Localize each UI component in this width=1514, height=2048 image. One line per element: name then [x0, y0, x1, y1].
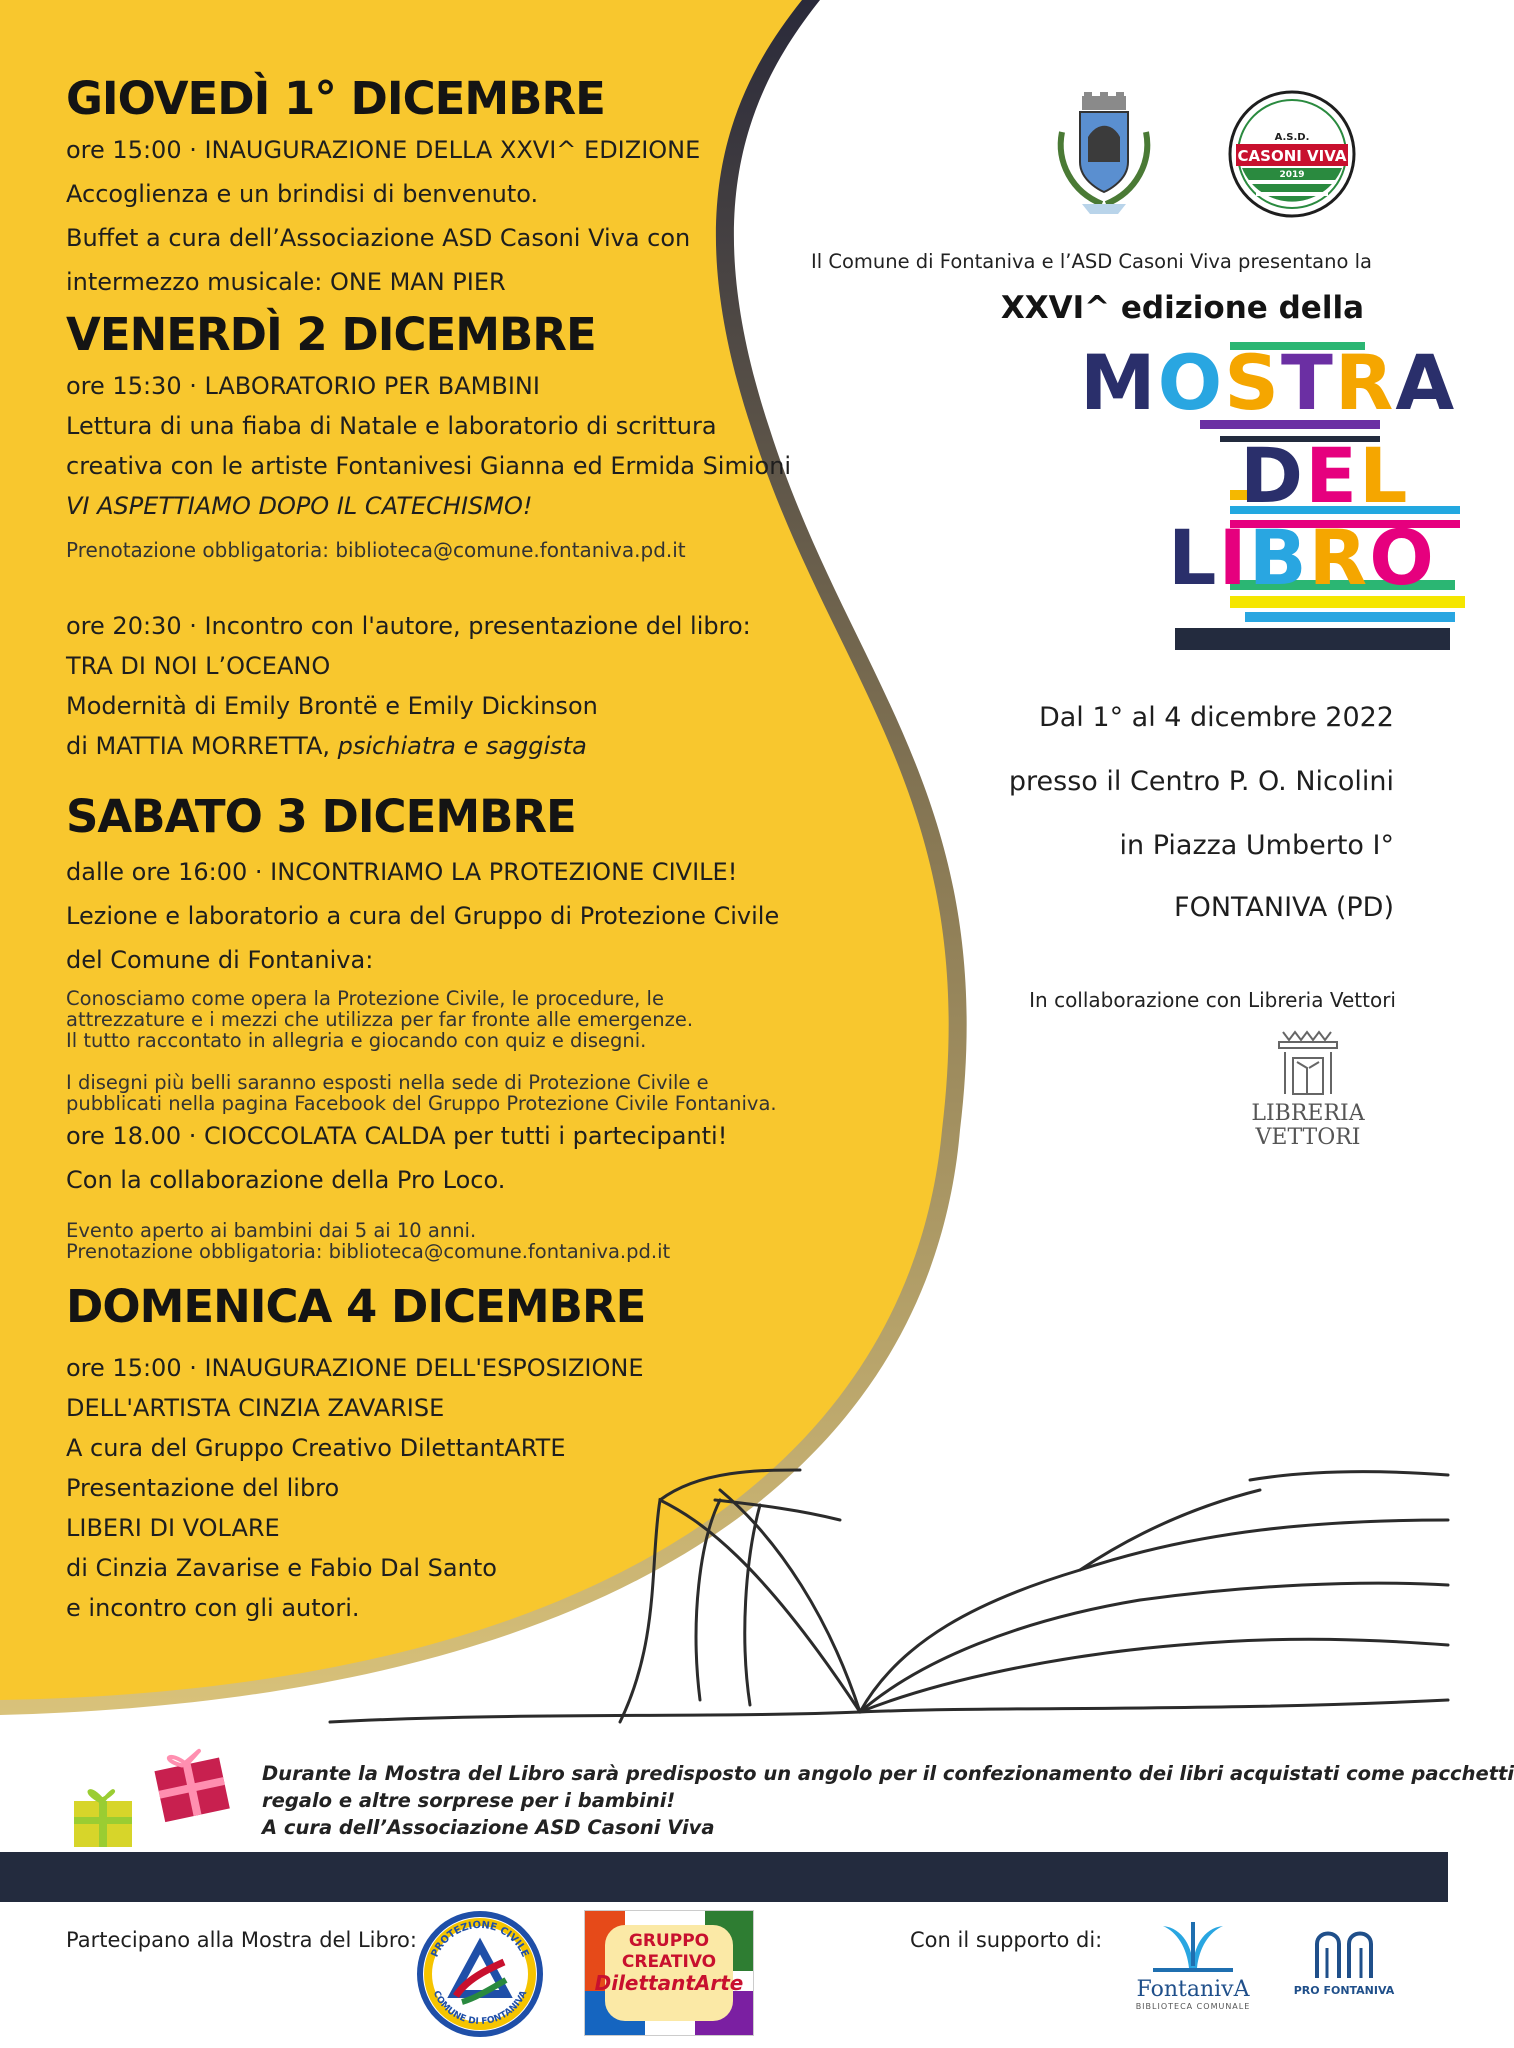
logo-letter: B — [1248, 513, 1309, 602]
day3-desc2 — [66, 1072, 777, 1114]
gift-boxes-icon — [66, 1745, 246, 1855]
day4-line6: di Cinzia Zavarise e Fabio Dal Santo — [66, 1554, 497, 1582]
gruppo-text — [585, 1931, 753, 1994]
day4-line5: LIBERI DI VOLARE — [66, 1514, 280, 1542]
logo-letter: O — [1157, 338, 1225, 427]
gift-note — [262, 1760, 1514, 1841]
day2-author-role: psichiatra e saggista — [337, 732, 587, 760]
day1-title: GIOVEDÌ 1° DICEMBRE — [66, 72, 605, 125]
gruppo-word: CREATIVO — [621, 1952, 717, 1972]
logo-word-libro — [1168, 513, 1436, 602]
day3-note: Evento aperto ai bambini dai 5 ai 10 anni. — [66, 1219, 477, 1242]
day1-line3: Buffet a cura dell’Associazione ASD Casoni Viva con — [66, 224, 691, 252]
logo-letter: I — [1218, 513, 1249, 602]
day2-evening-line3: Modernità di Emily Brontë e Emily Dickinson — [66, 692, 598, 720]
day3-desc2-line: pubblicati nella pagina Facebook del Gruppo Protezione Civile Fontaniva. — [66, 1092, 777, 1115]
casoni-top-text: A.S.D. — [1274, 132, 1310, 143]
edition-text: XXVI^ edizione della — [1000, 290, 1364, 326]
day3-desc1-line: attrezzature e i mezzi che utilizza per far fronte alle emergenze. — [66, 1008, 694, 1031]
day2-author-line — [66, 732, 587, 760]
day3-desc1 — [66, 988, 693, 1051]
logo-letter: E — [1305, 431, 1360, 520]
gruppo-creativo-logo — [584, 1910, 754, 2036]
day4-title: DOMENICA 4 DICEMBRE — [66, 1280, 646, 1333]
day1-line4: intermezzo musicale: ONE MAN PIER — [66, 268, 506, 296]
day2-booking: Prenotazione obbligatoria: biblioteca@comune.fontaniva.pd.it — [66, 538, 686, 562]
protezione-top-text: PROTEZIONE CIVILE — [429, 1919, 531, 1960]
day3-line5: Con la collaborazione della Pro Loco. — [66, 1166, 506, 1194]
presenters-text: Il Comune di Fontaniva e l’ASD Casoni Viva presentano la — [810, 250, 1372, 273]
logo-word-mostra — [1080, 338, 1457, 427]
day2-line1: ore 15:30 · LABORATORIO PER BAMBINI — [66, 372, 540, 400]
day2-evening-line1: ore 20:30 · Incontro con l'autore, presentazione del libro: — [66, 612, 751, 640]
day2-title: VENERDÌ 2 DICEMBRE — [66, 308, 596, 361]
day1-line2: Accoglienza e un brindisi di benvenuto. — [66, 180, 539, 208]
gift-line: A cura dell’Associazione ASD Casoni Viva — [262, 1816, 715, 1839]
day2-line2: Lettura di una fiaba di Natale e laboratorio di scrittura — [66, 412, 717, 440]
event-venue: presso il Centro P. O. Nicolini — [1008, 766, 1394, 797]
day4-line1: ore 15:00 · INAUGURAZIONE DELL'ESPOSIZIONE — [66, 1354, 644, 1382]
comune-crest-icon — [1052, 92, 1156, 216]
day2-italic-note: VI ASPETTIAMO DOPO IL CATECHISMO! — [66, 492, 533, 520]
day3-note: Prenotazione obbligatoria: biblioteca@comune.fontaniva.pd.it — [66, 1240, 671, 1263]
vettori-building-icon — [1273, 1028, 1343, 1098]
vettori-word1: LIBRERIA — [1251, 1101, 1365, 1126]
fontaniva-sub: BIBLIOTECA COMUNALE — [1135, 2002, 1251, 2011]
biblioteca-fontaniva-logo — [1128, 1918, 1258, 2028]
logo-letter: R — [1308, 513, 1370, 602]
gift-line: regalo e altre sorprese per i bambini! — [262, 1789, 676, 1812]
fontaniva-name: FontanivA — [1136, 1977, 1250, 2002]
navy-band — [0, 1852, 1448, 1902]
logo-word-del — [1240, 431, 1410, 520]
logo-letter: S — [1224, 338, 1281, 427]
day2-author: di MATTIA MORRETTA, — [66, 732, 338, 760]
logo-bar — [1245, 612, 1455, 622]
day3-line4: ore 18.00 · CIOCCOLATA CALDA per tutti i partecipanti! — [66, 1122, 728, 1150]
casoni-year-text: 2019 — [1279, 170, 1305, 180]
libreria-vettori-logo — [1238, 1028, 1378, 1158]
day3-notes — [66, 1220, 670, 1262]
gift-line: Durante la Mostra del Libro sarà predisposto un angolo per il confezionamento dei libri acquistati come pacchetti — [262, 1762, 1514, 1785]
protezione-civile-logo — [416, 1910, 544, 2038]
day4-line3: A cura del Gruppo Creativo DilettantARTE — [66, 1434, 566, 1462]
vettori-word2: VETTORI — [1255, 1125, 1361, 1150]
participants-label: Partecipano alla Mostra del Libro: — [66, 1928, 417, 1952]
gruppo-word: GRUPPO — [628, 1931, 710, 1951]
pro-fontaniva-logo — [1288, 1924, 1400, 2014]
day3-line1: dalle ore 16:00 · INCONTRIAMO LA PROTEZIONE CIVILE! — [66, 858, 738, 886]
day3-line2: Lezione e laboratorio a cura del Gruppo di Protezione Civile — [66, 902, 780, 930]
logo-letter: O — [1369, 513, 1436, 602]
logo-letter: R — [1334, 338, 1396, 427]
day1-line1: ore 15:00 · INAUGURAZIONE DELLA XXVI^ EDIZIONE — [66, 136, 701, 164]
event-dates: Dal 1° al 4 dicembre 2022 — [1038, 702, 1394, 733]
day4-line2: DELL'ARTISTA CINZIA ZAVARISE — [66, 1394, 445, 1422]
pro-fontaniva-text: PRO FONTANIVA — [1293, 1984, 1395, 1997]
protezione-bottom-text: COMUNE DI FONTANIVA — [430, 1989, 530, 2028]
logo-letter: L — [1168, 513, 1219, 602]
day2-evening-line2: TRA DI NOI L’OCEANO — [66, 652, 331, 680]
support-label: Con il supporto di: — [910, 1928, 1103, 1952]
fountain-icon — [1143, 1918, 1243, 1974]
event-town: FONTANIVA (PD) — [1174, 892, 1394, 923]
day4-line4: Presentazione del libro — [66, 1474, 340, 1502]
logo-letter: L — [1359, 431, 1410, 520]
event-square: in Piazza Umberto I° — [1119, 830, 1394, 861]
logo-bar — [1175, 628, 1450, 650]
day3-desc1-line: Il tutto raccontato in allegria e giocando con quiz e disegni. — [66, 1029, 647, 1052]
day3-desc1-line: Conosciamo come opera la Protezione Civile, le procedure, le — [66, 987, 664, 1010]
logo-letter: A — [1395, 338, 1457, 427]
collab-text: In collaborazione con Libreria Vettori — [1029, 988, 1396, 1012]
logo-letter: M — [1080, 338, 1158, 427]
day3-line3: del Comune di Fontaniva: — [66, 946, 374, 974]
mostra-del-libro-logo — [1080, 338, 1457, 650]
logo-letter: D — [1240, 431, 1306, 520]
casoni-name-text: CASONI VIVA — [1237, 147, 1347, 165]
logo-letter: T — [1281, 338, 1335, 427]
gruppo-word: DilettantArte — [594, 1971, 744, 1995]
day4-line7: e incontro con gli autori. — [66, 1594, 360, 1622]
day3-desc2-line: I disegni più belli saranno esposti nella sede di Protezione Civile e — [66, 1071, 709, 1094]
pro-loco-arches-icon — [1309, 1924, 1379, 1980]
day3-title: SABATO 3 DICEMBRE — [66, 790, 576, 843]
casoni-viva-logo — [1228, 90, 1356, 218]
day2-line3: creativa con le artiste Fontanivesi Gianna ed Ermida Simioni — [66, 452, 792, 480]
